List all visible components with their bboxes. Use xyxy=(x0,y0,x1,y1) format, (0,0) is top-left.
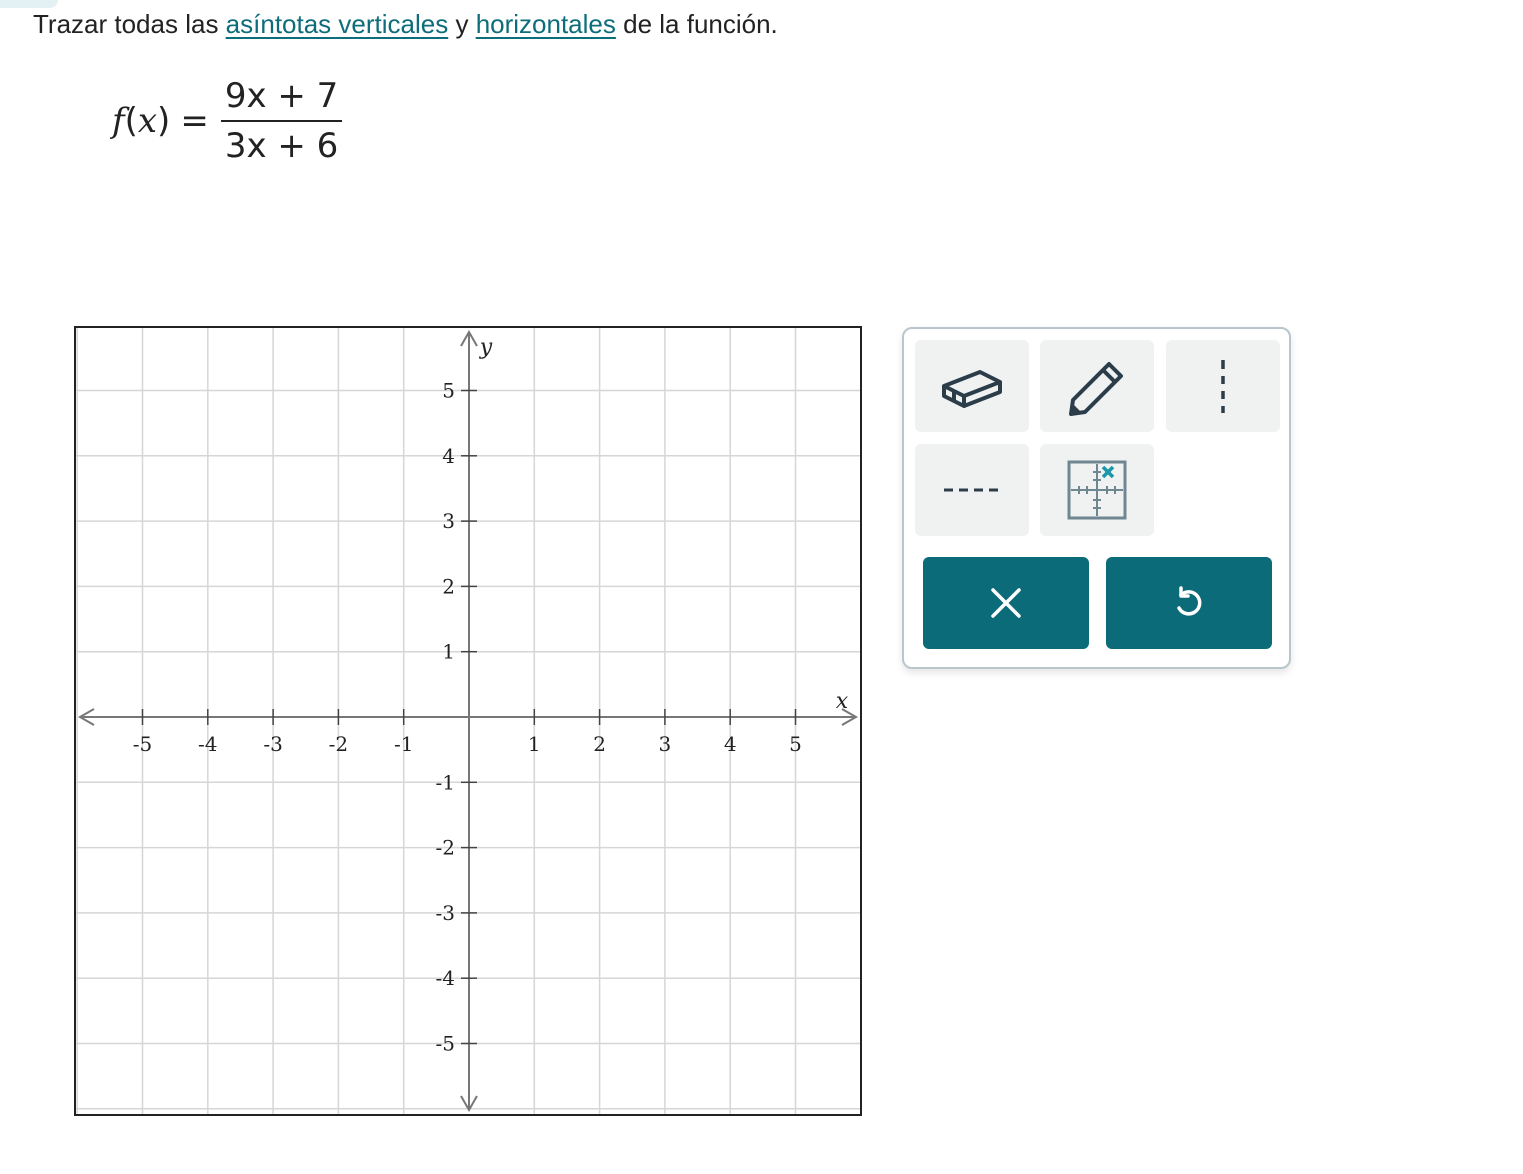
y-tick-label: -5 xyxy=(435,1031,455,1056)
denominator: 3x + 6 xyxy=(224,126,339,166)
y-tick-label: 1 xyxy=(442,639,455,664)
vertical-asymptotes-link[interactable]: asíntotas verticales xyxy=(225,9,449,39)
x-tick-label: 2 xyxy=(593,732,606,756)
y-tick-label: 4 xyxy=(442,443,455,468)
x-tick-label: 3 xyxy=(658,732,672,756)
graph-canvas[interactable] xyxy=(74,326,862,1116)
horizontal-dashed-line-icon xyxy=(942,480,1002,500)
undo-icon xyxy=(1172,586,1206,620)
x-tick-label: -4 xyxy=(198,732,218,756)
numerator: 9x + 7 xyxy=(221,78,343,122)
pencil-icon xyxy=(1065,354,1129,418)
coordinate-plane[interactable] xyxy=(74,326,862,1116)
instruction-part: y xyxy=(448,9,476,39)
close-paren: ) xyxy=(157,101,171,141)
y-tick-label: -3 xyxy=(435,900,455,925)
vertical-dashed-line-icon xyxy=(1213,356,1233,416)
corner-decoration xyxy=(0,0,58,8)
open-paren: ( xyxy=(124,101,138,141)
x-tick-label: 5 xyxy=(789,732,802,756)
x-tick-label: -2 xyxy=(328,732,349,756)
y-tick-label: -1 xyxy=(435,770,455,795)
y-axis-label: y xyxy=(479,335,493,360)
vertical-asymptote-tool-button[interactable] xyxy=(1166,340,1280,432)
y-tick-label: -2 xyxy=(435,835,455,860)
eraser-icon xyxy=(940,364,1004,408)
x-tick-label: 1 xyxy=(527,732,541,756)
x-tick-label: -3 xyxy=(263,732,283,756)
point-grid-icon xyxy=(1065,458,1129,522)
instruction-part: de la función. xyxy=(615,9,778,39)
y-tick-label: -4 xyxy=(435,966,455,991)
eraser-tool-button[interactable] xyxy=(915,340,1029,432)
clear-icon xyxy=(989,586,1023,620)
horizontal-asymptote-tool-button[interactable] xyxy=(915,444,1029,536)
x-tick-label: -1 xyxy=(393,732,414,756)
horizontal-asymptotes-link[interactable]: horizontales xyxy=(475,9,616,39)
y-tick-label: 2 xyxy=(442,574,455,599)
instruction-part: Trazar todas las xyxy=(33,9,226,39)
x-axis-label: x xyxy=(835,689,849,714)
fraction xyxy=(221,78,343,164)
function-name: f xyxy=(112,101,125,141)
y-tick-label: 3 xyxy=(442,509,455,534)
pencil-tool-button[interactable] xyxy=(1040,340,1154,432)
graphing-toolbox xyxy=(902,327,1291,669)
instruction-text xyxy=(33,9,778,40)
equals-sign: = xyxy=(180,101,209,141)
x-tick-label: 4 xyxy=(723,732,737,756)
function-formula xyxy=(112,78,342,164)
x-tick-label: -5 xyxy=(132,732,153,756)
undo-button[interactable] xyxy=(1106,557,1272,649)
clear-button[interactable] xyxy=(923,557,1089,649)
y-tick-label: 5 xyxy=(442,378,455,403)
point-tool-button[interactable] xyxy=(1040,444,1154,536)
function-variable: x xyxy=(137,101,158,141)
